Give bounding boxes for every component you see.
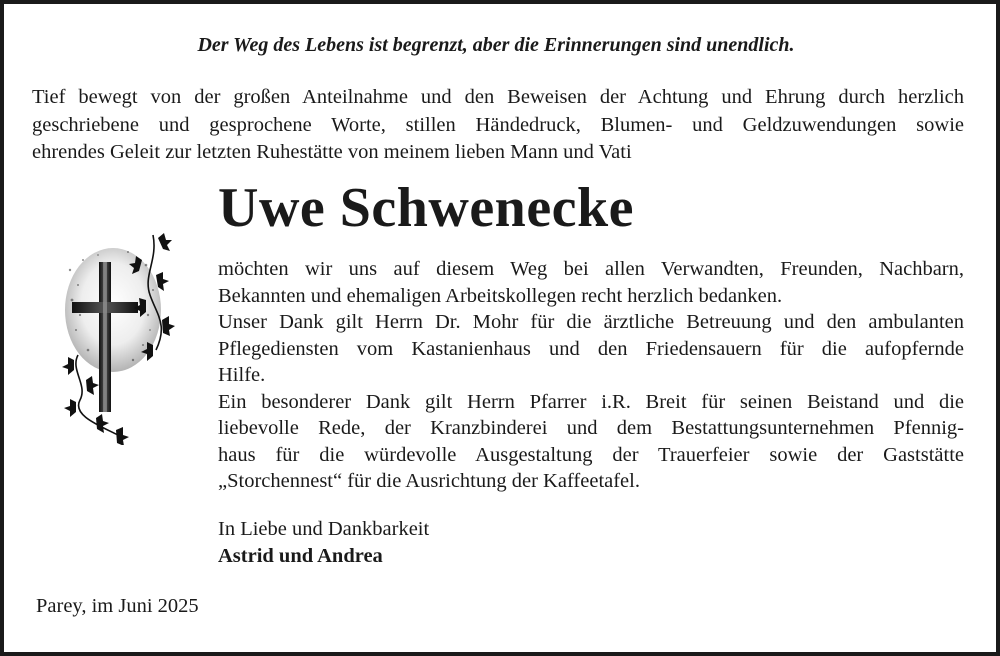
closing-block bbox=[218, 516, 429, 570]
intro-line: Tief bewegt von der großen Anteilnahme und den Beweisen der Achtung und Ehrung durch herzlich bbox=[32, 86, 964, 108]
thanks-line: haus für die würdevolle Ausgestaltung der Trauerfeier sowie der Gaststätte bbox=[218, 443, 964, 466]
thanks-line: liebevolle Rede, der Kranzbinderei und dem Bestattungsunternehmen Pfennig- bbox=[218, 417, 964, 439]
closing-phrase: In Liebe und Dankbarkeit bbox=[218, 518, 430, 540]
place-date: Parey, im Juni 2025 bbox=[36, 595, 199, 617]
thanks-paragraph bbox=[218, 256, 964, 495]
deceased-name: Uwe Schwenecke bbox=[218, 177, 635, 239]
signatories: Astrid und Andrea bbox=[218, 545, 383, 567]
intro-line: geschriebene und gesprochene Worte, stillen Händedruck, Blumen- und Geldzuwendungen sowie bbox=[32, 113, 964, 136]
thanks-line: Hilfe. bbox=[218, 364, 266, 386]
thanks-line: Ein besonderer Dank gilt Herrn Pfarrer i.R. Breit für seinen Beistand und die bbox=[218, 390, 964, 413]
thanks-line: „Storchennest“ für die Ausrichtung der Kaffeetafel. bbox=[218, 470, 640, 492]
thanks-line: möchten wir uns auf diesem Weg bei allen Verwandten, Freunden, Nachbarn, bbox=[218, 258, 964, 280]
thanks-line: Unser Dank gilt Herrn Dr. Mohr für die ärztliche Betreuung und den ambulanten bbox=[218, 311, 964, 333]
cross-with-ivy-icon bbox=[58, 230, 188, 445]
intro-line: ehrendes Geleit zur letzten Ruhestätte von meinem lieben Mann und Vati bbox=[32, 141, 632, 163]
intro-paragraph bbox=[32, 84, 964, 167]
thanks-line: Pflegediensten vom Kastanienhaus und den Friedensauern für die aufopfernde bbox=[218, 337, 964, 360]
motto-heading: Der Weg des Lebens ist begrenzt, aber die Erinnerungen sind unendlich. bbox=[197, 34, 795, 56]
thanks-line: Bekannten und ehemaligen Arbeitskollegen recht herzlich bedanken. bbox=[218, 284, 783, 307]
